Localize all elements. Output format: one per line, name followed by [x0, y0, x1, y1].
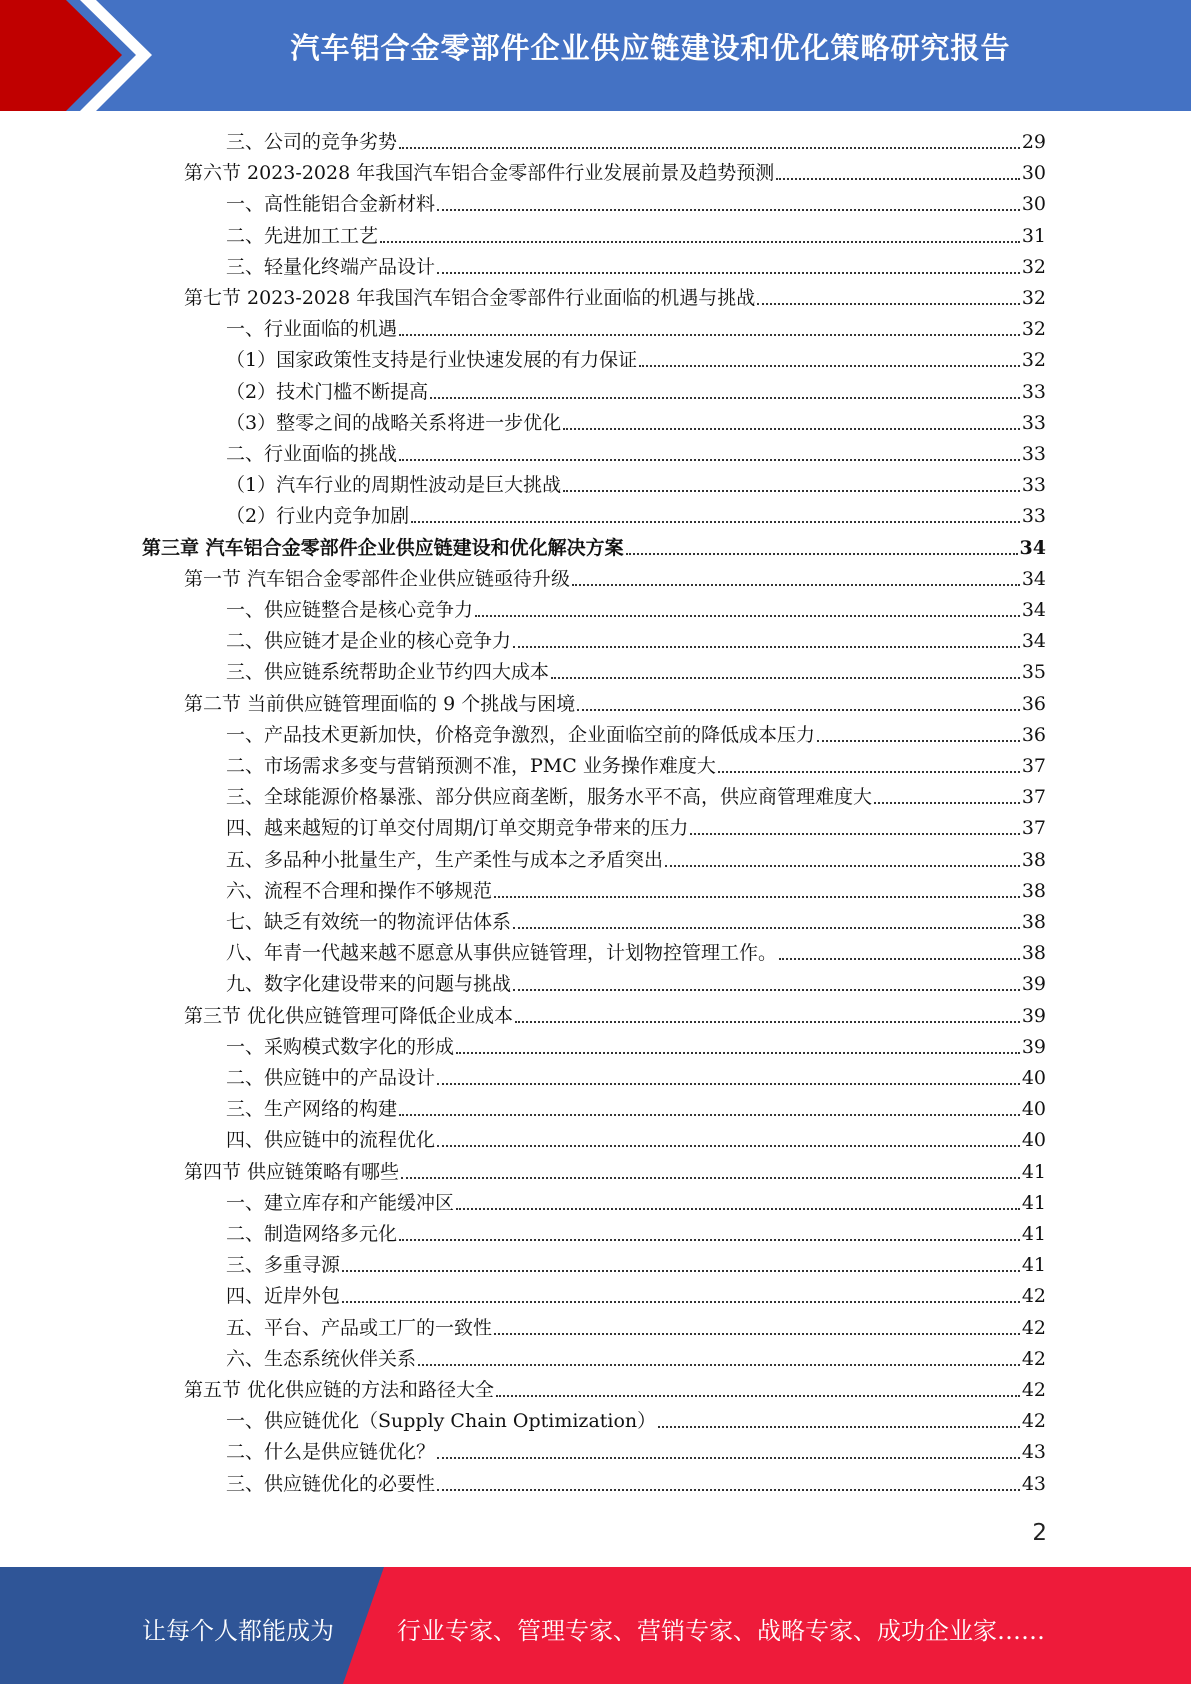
toc-entry-title: 一、采购模式数字化的形成 — [226, 1035, 455, 1058]
toc-entry-page: 34 — [1019, 536, 1046, 559]
toc-item-entry[interactable] — [226, 1095, 1046, 1123]
toc-entry-title: 第一节 汽车铝合金零部件企业供应链亟待升级 — [184, 567, 571, 590]
toc-entry-title: 二、先进加工工艺 — [226, 224, 379, 247]
toc-dot-leader — [665, 865, 1020, 867]
toc-item-entry[interactable] — [226, 1064, 1046, 1092]
toc-dot-leader — [496, 1395, 1020, 1397]
toc-section-entry[interactable] — [184, 159, 1046, 187]
toc-dot-leader — [437, 1457, 1020, 1459]
toc-entry-page: 32 — [1021, 255, 1046, 278]
toc-section-entry[interactable] — [184, 690, 1046, 718]
toc-entry-title: 四、供应链中的流程优化 — [226, 1129, 436, 1152]
toc-entry-title: 第六节 2023-2028 年我国汽车铝合金零部件行业发展前景及趋势预测 — [184, 162, 775, 185]
toc-entry-title: 第三节 优化供应链管理可降低企业成本 — [184, 1004, 514, 1027]
toc-entry-title: 五、多品种小批量生产，生产柔性与成本之矛盾突出 — [226, 848, 664, 871]
toc-item-entry[interactable] — [226, 128, 1046, 156]
toc-dot-leader — [817, 740, 1020, 742]
toc-entry-title: 二、行业面临的挑战 — [226, 443, 398, 465]
toc-entry-title: 一、建立库存和产能缓冲区 — [226, 1191, 455, 1214]
toc-item-entry[interactable] — [226, 783, 1046, 811]
toc-entry-title: 八、年青一代越来越不愿意从事供应链管理，计划物控管理工作。 — [226, 942, 778, 965]
toc-entry-page: 33 — [1021, 474, 1046, 497]
report-title: 汽车铝合金零部件企业供应链建设和优化策略研究报告 — [290, 31, 1011, 65]
toc-entry-page: 35 — [1021, 661, 1046, 684]
toc-dot-leader — [399, 1239, 1020, 1241]
toc-item-entry[interactable] — [226, 1126, 1046, 1154]
toc-entry-page: 32 — [1021, 318, 1046, 341]
toc-item-entry[interactable] — [226, 658, 1046, 686]
toc-item-entry[interactable] — [226, 627, 1046, 655]
toc-dot-leader — [563, 428, 1020, 430]
toc-item-entry[interactable] — [226, 1407, 1046, 1435]
toc-entry-title: 二、制造网络多元化 — [226, 1223, 398, 1245]
toc-dot-leader — [437, 209, 1020, 211]
toc-item-entry[interactable] — [226, 1438, 1046, 1466]
toc-entry-page: 36 — [1021, 692, 1046, 715]
toc-item-entry[interactable] — [226, 877, 1046, 905]
toc-entry-title: 第五节 优化供应链的方法和路径大全 — [184, 1379, 495, 1401]
toc-dot-leader — [342, 1270, 1020, 1272]
toc-item-entry[interactable] — [226, 752, 1046, 780]
toc-dot-leader — [437, 1489, 1020, 1491]
toc-dot-leader — [411, 521, 1020, 523]
toc-item-entry[interactable] — [226, 253, 1046, 281]
toc-dot-leader — [494, 1333, 1020, 1335]
toc-entry-title: 九、数字化建设带来的问题与挑战 — [226, 973, 512, 996]
toc-dot-leader — [399, 1114, 1020, 1116]
toc-entry-title: 第二节 当前供应链管理面临的 9 个挑战与困境 — [184, 692, 576, 715]
toc-entry-page: 31 — [1021, 224, 1046, 247]
toc-dot-leader — [399, 334, 1020, 336]
toc-entry-page: 38 — [1021, 848, 1046, 871]
toc-dot-leader — [401, 1177, 1020, 1179]
toc-item-entry[interactable] — [226, 409, 1046, 437]
toc-entry-page: 32 — [1021, 349, 1046, 372]
toc-entry-title: 一、高性能铝合金新材料 — [226, 193, 436, 216]
toc-entry-page: 39 — [1021, 973, 1046, 996]
toc-entry-title: 二、什么是供应链优化？ — [226, 1441, 436, 1464]
page-header — [0, 0, 1191, 111]
toc-section-entry[interactable] — [184, 1002, 1046, 1030]
toc-entry-page: 42 — [1021, 1347, 1046, 1370]
toc-entry-page: 29 — [1021, 131, 1046, 153]
toc-dot-leader — [779, 958, 1020, 960]
toc-dot-leader — [437, 1145, 1020, 1147]
toc-dot-leader — [456, 1052, 1020, 1054]
toc-entry-page: 42 — [1021, 1379, 1046, 1401]
toc-entry-page: 38 — [1021, 911, 1046, 933]
toc-item-entry[interactable] — [226, 1282, 1046, 1310]
toc-entry-page: 37 — [1021, 755, 1046, 777]
toc-entry-page: 34 — [1021, 599, 1046, 621]
toc-item-entry[interactable] — [226, 596, 1046, 624]
toc-item-entry[interactable] — [226, 846, 1046, 874]
toc-item-entry[interactable] — [226, 222, 1046, 250]
toc-entry-title: 第四节 供应链策略有哪些 — [184, 1160, 400, 1183]
toc-item-entry[interactable] — [226, 1251, 1046, 1279]
toc-item-entry[interactable] — [226, 315, 1046, 343]
toc-item-entry[interactable] — [226, 1345, 1046, 1373]
toc-entry-page: 43 — [1021, 1441, 1046, 1464]
toc-entry-page: 38 — [1021, 942, 1046, 965]
toc-dot-leader — [513, 989, 1020, 991]
toc-entry-title: 四、越来越短的订单交付周期/订单交期竞争带来的压力 — [226, 817, 689, 840]
toc-dot-leader — [757, 303, 1020, 305]
toc-entry-title: 一、供应链整合是核心竞争力 — [226, 599, 474, 621]
toc-dot-leader — [572, 584, 1020, 586]
toc-item-entry[interactable] — [226, 1189, 1046, 1217]
toc-dot-leader — [776, 178, 1020, 180]
toc-entry-title: 二、市场需求多变与营销预测不准，PMC 业务操作难度大 — [226, 755, 716, 777]
toc-entry-title: 一、行业面临的机遇 — [226, 318, 398, 341]
toc-entry-page: 42 — [1021, 1410, 1046, 1433]
toc-dot-leader — [515, 1021, 1020, 1023]
toc-entry-page: 33 — [1021, 505, 1046, 528]
toc-entry-title: 三、全球能源价格暴涨、部分供应商垄断，服务水平不高，供应商管理难度大 — [226, 786, 873, 809]
footer-slogan-left: 让每个人都能成为 — [142, 1617, 334, 1645]
toc-dot-leader — [577, 709, 1020, 711]
toc-dot-leader — [475, 615, 1020, 617]
page-footer — [0, 1567, 1191, 1684]
toc-entry-title: 三、轻量化终端产品设计 — [226, 255, 436, 278]
toc-dot-leader — [342, 1301, 1020, 1303]
toc-dot-leader — [430, 397, 1020, 399]
toc-dot-leader — [513, 646, 1020, 648]
toc-dot-leader — [437, 1083, 1020, 1085]
toc-entry-page: 40 — [1021, 1067, 1046, 1089]
toc-entry-title: 六、流程不合理和操作不够规范 — [226, 879, 493, 902]
toc-entry-page: 37 — [1021, 817, 1046, 840]
header-chevron-graphic — [0, 0, 160, 111]
toc-entry-title: 三、公司的竞争劣势 — [226, 131, 398, 153]
toc-dot-leader — [494, 896, 1020, 898]
toc-dot-leader — [418, 1364, 1020, 1366]
toc-dot-leader — [718, 771, 1020, 773]
toc-chapter-entry[interactable] — [142, 534, 1046, 562]
toc-entry-title: 一、供应链优化（Supply Chain Optimization） — [226, 1410, 657, 1433]
toc-entry-title: 三、多重寻源 — [226, 1254, 341, 1277]
toc-entry-page: 32 — [1021, 287, 1046, 309]
toc-item-entry[interactable] — [226, 346, 1046, 374]
toc-entry-page: 41 — [1021, 1191, 1046, 1214]
toc-entry-title: 三、生产网络的构建 — [226, 1098, 398, 1121]
toc-section-entry[interactable] — [184, 1376, 1046, 1404]
toc-item-entry[interactable] — [226, 190, 1046, 218]
toc-item-entry[interactable] — [226, 939, 1046, 967]
toc-entry-page: 41 — [1021, 1254, 1046, 1277]
toc-entry-page: 43 — [1021, 1472, 1046, 1495]
toc-item-entry[interactable] — [226, 1220, 1046, 1248]
toc-entry-title: 二、供应链中的产品设计 — [226, 1067, 436, 1089]
toc-entry-page: 34 — [1021, 567, 1046, 590]
toc-entry-page: 33 — [1021, 380, 1046, 403]
toc-item-entry[interactable] — [226, 471, 1046, 499]
toc-dot-leader — [658, 1426, 1020, 1428]
toc-item-entry[interactable] — [226, 970, 1046, 998]
toc-section-entry[interactable] — [184, 565, 1046, 593]
toc-entry-title: 四、近岸外包 — [226, 1285, 341, 1308]
toc-entry-title: （1）国家政策性支持是行业快速发展的有力保证 — [226, 349, 638, 372]
toc-dot-leader — [399, 459, 1020, 461]
toc-entry-page: 40 — [1021, 1098, 1046, 1121]
toc-entry-page: 33 — [1021, 411, 1046, 434]
toc-entry-page: 36 — [1021, 723, 1046, 746]
toc-item-entry[interactable] — [226, 440, 1046, 468]
toc-entry-title: 第七节 2023-2028 年我国汽车铝合金零部件行业面临的机遇与挑战 — [184, 287, 756, 309]
toc-dot-leader — [639, 365, 1020, 367]
toc-entry-title: （1）汽车行业的周期性波动是巨大挑战 — [226, 474, 562, 497]
toc-entry-page: 41 — [1021, 1160, 1046, 1183]
footer-slogan-right: 行业专家、管理专家、营销专家、战略专家、成功企业家…… — [397, 1617, 1045, 1645]
toc-entry-title: 第三章 汽车铝合金零部件企业供应链建设和优化解决方案 — [142, 536, 624, 559]
toc-item-entry[interactable] — [226, 502, 1046, 530]
toc-entry-page: 40 — [1021, 1129, 1046, 1152]
toc-entry-page: 41 — [1021, 1223, 1046, 1245]
toc-entry-page: 30 — [1021, 193, 1046, 216]
toc-dot-leader — [380, 241, 1020, 243]
toc-dot-leader — [563, 490, 1020, 492]
toc-dot-leader — [626, 553, 1018, 555]
toc-item-entry[interactable] — [226, 814, 1046, 842]
toc-entry-title: （2）技术门槛不断提高 — [226, 380, 429, 403]
toc-item-entry[interactable] — [226, 1314, 1046, 1342]
toc-entry-title: 三、供应链优化的必要性 — [226, 1472, 436, 1495]
toc-dot-leader — [874, 802, 1020, 804]
toc-entry-page: 38 — [1021, 879, 1046, 902]
toc-entry-page: 34 — [1021, 630, 1046, 653]
toc-entry-title: 二、供应链才是企业的核心竞争力 — [226, 630, 512, 653]
toc-item-entry[interactable] — [226, 1470, 1046, 1498]
toc-dot-leader — [399, 147, 1020, 149]
toc-section-entry[interactable] — [184, 1158, 1046, 1186]
toc-dot-leader — [456, 1208, 1020, 1210]
toc-item-entry[interactable] — [226, 1033, 1046, 1061]
toc-entry-title: 一、产品技术更新加快，价格竞争激烈，企业面临空前的降低成本压力 — [226, 723, 816, 746]
toc-dot-leader — [437, 272, 1020, 274]
toc-entry-title: （2）行业内竞争加剧 — [226, 505, 410, 528]
toc-entry-page: 37 — [1021, 786, 1046, 809]
toc-item-entry[interactable] — [226, 908, 1046, 936]
toc-item-entry[interactable] — [226, 721, 1046, 749]
page-number: 2 — [1032, 1520, 1047, 1546]
toc-entry-title: 七、缺乏有效统一的物流评估体系 — [226, 911, 512, 933]
toc-entry-page: 33 — [1021, 443, 1046, 465]
toc-entry-page: 30 — [1021, 162, 1046, 185]
toc-entry-page: 42 — [1021, 1316, 1046, 1339]
toc-section-entry[interactable] — [184, 284, 1046, 312]
toc-dot-leader — [551, 677, 1020, 679]
toc-entry-page: 39 — [1021, 1004, 1046, 1027]
toc-dot-leader — [513, 927, 1020, 929]
toc-entry-title: 三、供应链系统帮助企业节约四大成本 — [226, 661, 550, 684]
toc-item-entry[interactable] — [226, 378, 1046, 406]
toc-entry-page: 42 — [1021, 1285, 1046, 1308]
toc-entry-page: 39 — [1021, 1035, 1046, 1058]
toc-dot-leader — [690, 833, 1019, 835]
toc-entry-title: 五、平台、产品或工厂的一致性 — [226, 1316, 493, 1339]
toc-entry-title: （3）整零之间的战略关系将进一步优化 — [226, 411, 562, 434]
toc-entry-title: 六、生态系统伙伴关系 — [226, 1347, 417, 1370]
